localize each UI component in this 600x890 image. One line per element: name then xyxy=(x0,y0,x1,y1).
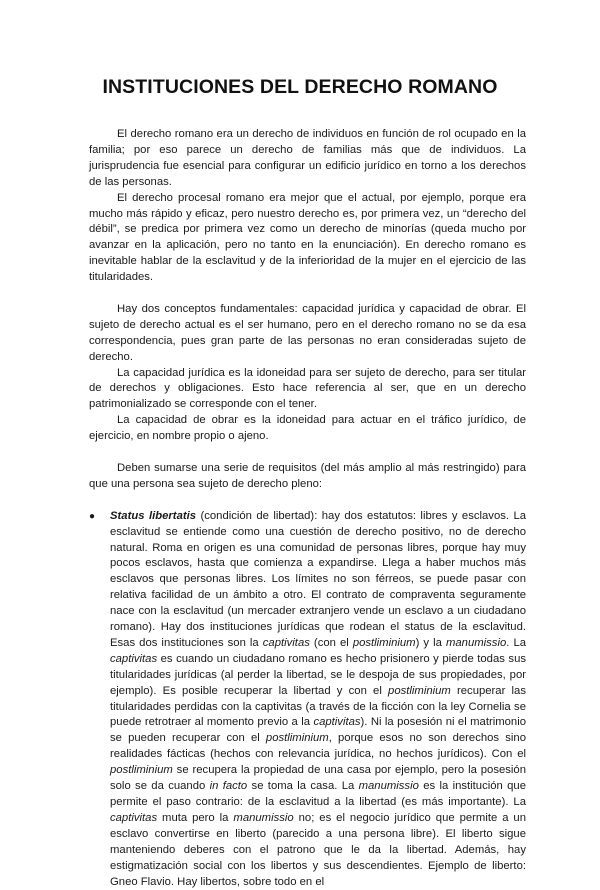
latin-term: captivitas xyxy=(110,811,158,824)
text-segment: se toma la casa. La xyxy=(247,780,359,793)
latin-term: captivitas xyxy=(110,652,158,665)
text-segment: ) y la xyxy=(415,636,446,649)
text-segment: , porque esos no son derechos sino realidades fácticas (hechos con relevancia jurídica, no hechos jurídicos). Con el xyxy=(110,732,526,761)
paragraph: La capacidad jurídica es la idoneidad para ser sujeto de derecho, para ser titular de derechos y obligaciones. Esto hace referencia al ser, que en un derecho patrimonializado se corresponde con el tener. xyxy=(89,366,526,411)
latin-term: captivitas xyxy=(262,636,310,649)
latin-term: postliminium xyxy=(352,636,416,649)
text-segment: es la institución que permite el paso contrario: de la esclavitud a la libertad (es más importante). La xyxy=(110,780,526,809)
paragraph: Deben sumarse una serie de requisitos (del más amplio al más restringido) para que una persona sea sujeto de derecho pleno: xyxy=(89,462,526,490)
bullet-term: Status libertatis xyxy=(110,509,197,522)
text-segment: muta pero la xyxy=(157,811,234,824)
latin-term: postliminium xyxy=(388,684,451,697)
text-segment: es cuando un ciudadano romano es hecho prisionero y pierde todas sus titularidades jurídicas (al perder la libertad, se le despoja de sus propiedades, por ejemplo). Es posible recuperar la libertad y con el xyxy=(110,652,526,697)
paragraph: Hay dos conceptos fundamentales: capacidad jurídica y capacidad de obrar. El sujeto de derecho actual es el ser humano, pero en el derecho romano no se da esa correspondencia, pues gran parte de las personas no eran consideradas sujeto de derecho. xyxy=(89,302,526,363)
latin-term: postliminium xyxy=(265,732,329,745)
text-segment: se recupera la propiedad de una casa por ejemplo, pero la posesión solo se da cuando xyxy=(110,764,526,793)
text-segment: (con el xyxy=(309,636,353,649)
text-segment: (condición de libertad): hay dos estatutos: libres y esclavos. La esclavitud se entiende como una cuestión de derecho positivo, no de derecho natural. Roma en origen es una comunidad de personas libres, porque hay muy pocos esclavos, hasta que comienza a expandirse. Llega a haber muchos más esclavos que personas libres. Los límites no son férreos, se puede pasar con relativa facilidad de un ámbito a otro. El contrato de compraventa seguramente nace con la esclavitud (un mercader extranjero vende un esclavo a un ciudadano romano). Hay dos instituciones jurídicas que rodean el status de la esclavitud. Esas dos instituciones son la xyxy=(110,509,527,649)
text-segment: . La xyxy=(506,636,527,649)
list-item-status-libertatis xyxy=(89,509,526,890)
text-segment: recuperar las titularidades perdidas con la captivitas (a través de la ficción con la ley Cornelia se puede retrotraer al momento previo a la xyxy=(110,684,526,729)
latin-term: captivitas xyxy=(313,716,361,729)
paragraph: El derecho romano era un derecho de individuos en función de rol ocupado en la familia; por eso parece un derecho de familias más que de individuos. La jurisprudencia fue esencial para configurar un edificio jurídico en torno a los derechos de las personas. xyxy=(89,128,526,188)
text-segment: ). Ni la posesión ni el matrimonio se pueden recuperar con el xyxy=(110,716,526,745)
paragraph: La capacidad de obrar es la idoneidad para actuar en el tráfico jurídico, de ejercicio, en nombre propio o ajeno. xyxy=(89,414,526,443)
latin-term: manumissio xyxy=(445,636,507,649)
bullet-marker: ● xyxy=(89,510,96,522)
document-body xyxy=(89,127,526,890)
latin-term: manumissio xyxy=(358,780,419,793)
latin-term: postliminium xyxy=(110,764,173,777)
latin-term: in facto xyxy=(209,780,248,793)
latin-term: manumissio xyxy=(233,811,294,824)
text-segment: no; es el negocio jurídico que permite a un esclavo convertirse en liberto (parecido a una persona libre). El liberto sigue manteniendo deberes con el patrono que le da la libertad. Además, hay estigmatización social con los libertos y sus descendientes. Ejemplo de liberto: Gneo Flavio. Hay libertos, sobre todo en el xyxy=(110,811,526,888)
paragraph: El derecho procesal romano era mejor que el actual, por ejemplo, porque era mucho más rápido y eficaz, pero nuestro derecho es, por primera vez, un “derecho del débil”, se predica por primera vez como un derecho de minorías (queda mucho por avanzar en la aplicación, pero no tanto en la enunciación). En derecho romano es inevitable hablar de la esclavitud y de la inferioridad de la mujer en el ejercicio de las titularidades. xyxy=(89,191,526,284)
page-title: INSTITUCIONES DEL DERECHO ROMANO xyxy=(102,76,498,98)
requirements-list xyxy=(89,509,526,890)
